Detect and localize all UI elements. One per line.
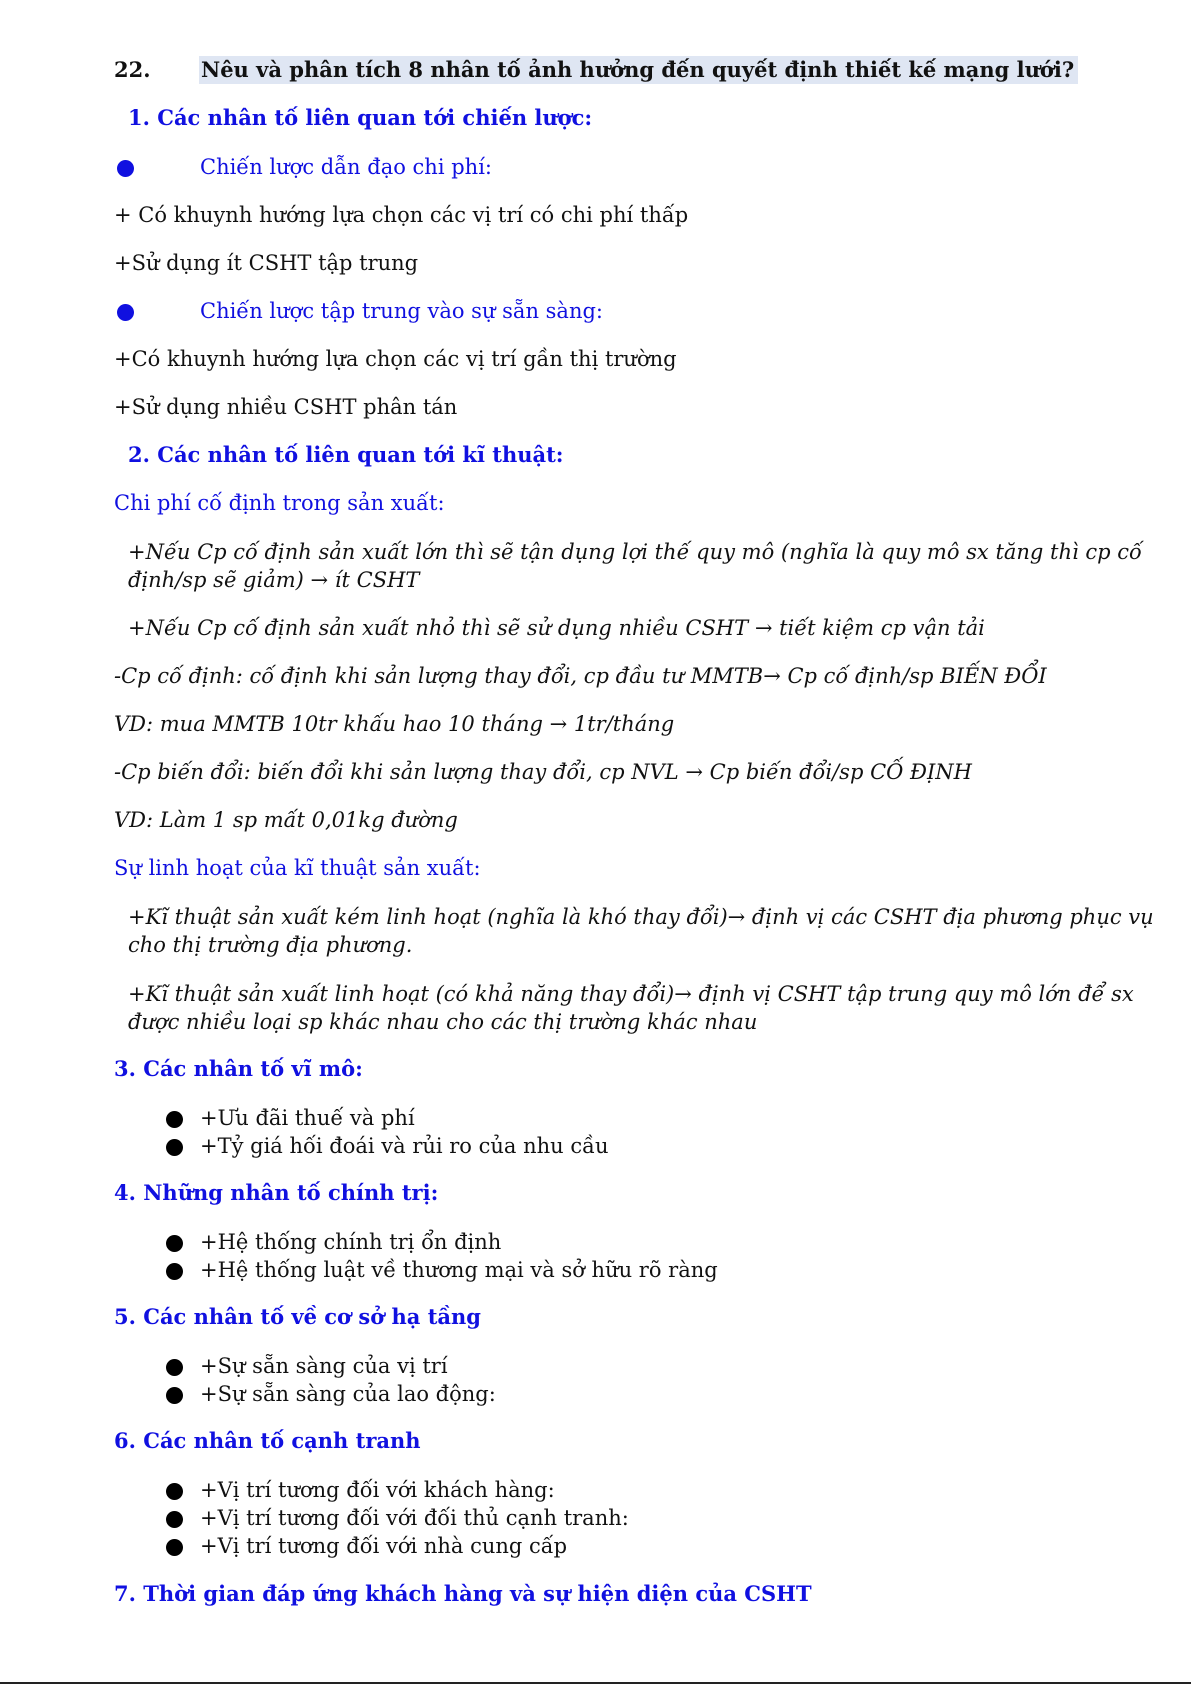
strategy-ready-line-2: +Sử dụng nhiều CSHT phân tán bbox=[114, 395, 458, 419]
section-2-heading: 2. Các nhân tố liên quan tới kĩ thuật: bbox=[128, 442, 564, 467]
question-number: 22. bbox=[114, 57, 151, 82]
section-6-heading: 6. Các nhân tố cạnh tranh bbox=[114, 1428, 421, 1453]
list-item: +Hệ thống chính trị ổn định bbox=[200, 1230, 502, 1254]
bullet-dot-icon bbox=[166, 1263, 183, 1280]
bullet-dot-icon bbox=[166, 1539, 183, 1556]
fixed-cost-para-1-line-1: +Nếu Cp cố định sản xuất lớn thì sẽ tận dụng lợi thế quy mô (nghĩa là quy mô sx tăng thì cp cố bbox=[128, 540, 1142, 564]
strategy-cost-title: Chiến lược dẫn đạo chi phí: bbox=[200, 155, 492, 179]
bullet-dot-icon bbox=[166, 1511, 183, 1528]
section-4-heading: 4. Những nhân tố chính trị: bbox=[114, 1180, 439, 1205]
flexibility-subheading: Sự linh hoạt của kĩ thuật sản xuất: bbox=[114, 856, 481, 880]
list-item: +Vị trí tương đối với khách hàng: bbox=[200, 1478, 555, 1502]
list-item: +Hệ thống luật về thương mại và sở hữu rõ ràng bbox=[200, 1258, 718, 1282]
flexibility-para-1-line-2: cho thị trường địa phương. bbox=[128, 933, 413, 957]
section-1-heading: 1. Các nhân tố liên quan tới chiến lược: bbox=[128, 105, 593, 130]
strategy-ready-title: Chiến lược tập trung vào sự sẵn sàng: bbox=[200, 299, 603, 323]
bullet-dot-icon bbox=[117, 304, 134, 321]
question-title: Nêu và phân tích 8 nhân tố ảnh hưởng đến quyết định thiết kế mạng lưới? bbox=[199, 56, 1078, 84]
strategy-cost-line-2: +Sử dụng ít CSHT tập trung bbox=[114, 251, 419, 275]
list-item: +Sự sẵn sàng của vị trí bbox=[200, 1354, 448, 1378]
fixed-cost-definition: -Cp cố định: cố định khi sản lượng thay đổi, cp đầu tư MMTB→ Cp cố định/sp BIẾN ĐỔI bbox=[114, 664, 1047, 688]
bullet-dot-icon bbox=[166, 1235, 183, 1252]
flexibility-para-1-line-1: +Kĩ thuật sản xuất kém linh hoạt (nghĩa là khó thay đổi)→ định vị các CSHT địa phương phục vụ bbox=[128, 905, 1154, 929]
strategy-ready-line-1: +Có khuynh hướng lựa chọn các vị trí gần thị trường bbox=[114, 347, 677, 371]
flexibility-para-2-line-2: được nhiều loại sp khác nhau cho các thị trường khác nhau bbox=[128, 1010, 758, 1034]
list-item: +Tỷ giá hối đoái và rủi ro của nhu cầu bbox=[200, 1134, 609, 1158]
bullet-dot-icon bbox=[166, 1387, 183, 1404]
section-3-heading: 3. Các nhân tố vĩ mô: bbox=[114, 1056, 363, 1081]
fixed-cost-para-1-line-2: định/sp sẽ giảm) → ít CSHT bbox=[128, 568, 420, 592]
strategy-cost-line-1: + Có khuynh hướng lựa chọn các vị trí có chi phí thấp bbox=[114, 203, 689, 227]
page-bottom-divider bbox=[0, 1682, 1191, 1684]
variable-cost-example: VD: Làm 1 sp mất 0,01kg đường bbox=[114, 808, 458, 832]
bullet-dot-icon bbox=[166, 1111, 183, 1128]
fixed-cost-example: VD: mua MMTB 10tr khấu hao 10 tháng → 1tr/tháng bbox=[114, 712, 675, 736]
list-item: +Sự sẵn sàng của lao động: bbox=[200, 1382, 496, 1406]
flexibility-para-2-line-1: +Kĩ thuật sản xuất linh hoạt (có khả năng thay đổi)→ định vị CSHT tập trung quy mô lớn để sx bbox=[128, 982, 1134, 1006]
variable-cost-definition: -Cp biến đổi: biến đổi khi sản lượng thay đổi, cp NVL → Cp biến đổi/sp CỐ ĐỊNH bbox=[114, 760, 972, 784]
fixed-cost-subheading: Chi phí cố định trong sản xuất: bbox=[114, 491, 445, 515]
fixed-cost-para-2: +Nếu Cp cố định sản xuất nhỏ thì sẽ sử dụng nhiều CSHT → tiết kiệm cp vận tải bbox=[128, 616, 985, 640]
bullet-dot-icon bbox=[117, 160, 134, 177]
section-7-heading: 7. Thời gian đáp ứng khách hàng và sự hiện diện của CSHT bbox=[114, 1581, 812, 1606]
section-5-heading: 5. Các nhân tố về cơ sở hạ tầng bbox=[114, 1304, 481, 1329]
list-item: +Vị trí tương đối với nhà cung cấp bbox=[200, 1534, 568, 1558]
bullet-dot-icon bbox=[166, 1359, 183, 1376]
list-item: +Ưu đãi thuế và phí bbox=[200, 1106, 415, 1130]
bullet-dot-icon bbox=[166, 1483, 183, 1500]
list-item: +Vị trí tương đối với đối thủ cạnh tranh: bbox=[200, 1506, 629, 1530]
bullet-dot-icon bbox=[166, 1139, 183, 1156]
